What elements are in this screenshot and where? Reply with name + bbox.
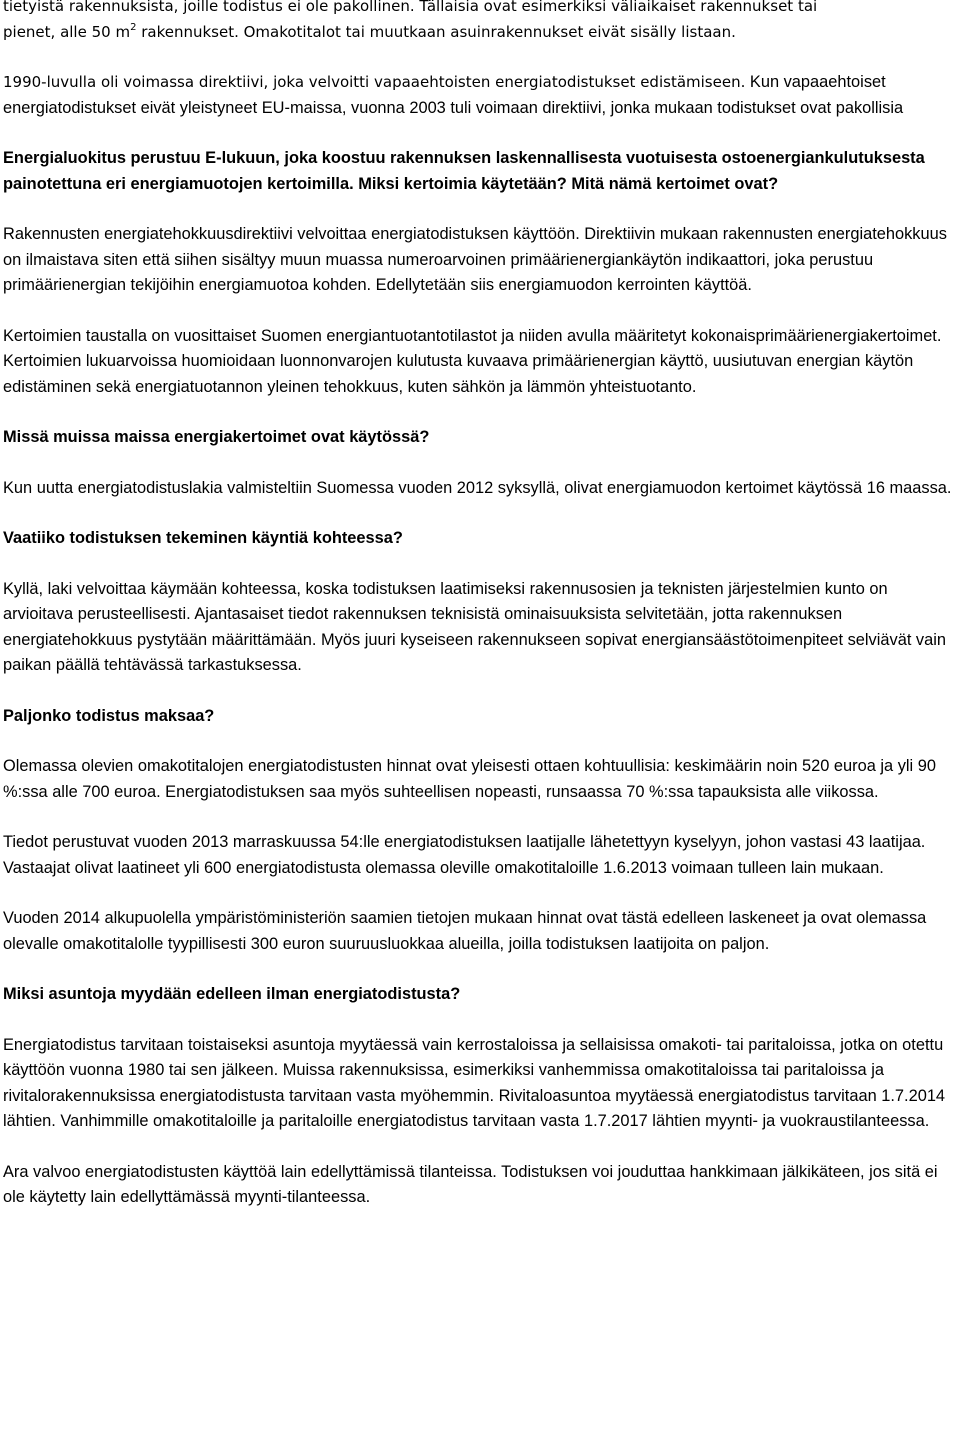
paragraph-directive-requirement: Rakennusten energiatehokkuusdirektiivi velvoittaa energiatodistuksen käyttöön. Direktiivin mukaan rakennusten energiatehokkuus on ilmaistava siten että siihen sisältyy muun muassa numeroarvoinen primäärienergiankäytön indikaattori, joka perustuu primäärienergian tekijöihin energiamuotoa kohden. Edellytetään siis energiamuodon kerrointen käyttöä.	[3, 225, 947, 294]
paragraph-text: 1990-luvulla oli voimassa direktiivi, joka velvoitti vapaaehtoisten energiatodistukset edistämiseen.	[3, 73, 746, 91]
paragraph-coefficient-background: Kertoimien taustalla on vuosittaiset Suomen energiantuotantotilastot ja niiden avulla määritetyt kokonaisprimäärienergiakertoimet. Kertoimien lukuarvoissa huomioidaan luonnonvarojen kulutusta kuvaava primäärienergian käyttö, uusiutuvan energian käytön edistäminen sekä energiatuotannon yleinen tehokkuus, kuten sähkön ja lämmön yhteistuotanto.	[3, 326, 942, 396]
heading-other-countries: Missä muissa maissa energiakertoimet ovat käytössä?	[3, 428, 430, 446]
heading-selling-without-certificate: Miksi asuntoja myydään edelleen ilman energiatodistusta?	[3, 985, 461, 1003]
paragraph-countries-answer: Kun uutta energiatodistuslakia valmisteltiin Suomessa vuoden 2012 syksyllä, olivat energiamuodon kertoimet käytössä 16 maassa.	[3, 478, 952, 497]
heading-cost: Paljonko todistus maksaa?	[3, 706, 215, 725]
heading-energy-class: Energialuokitus perustuu E-lukuun, joka koostuu rakennuksen laskennallisesta vuotuisesta ostoenergiankulutuksesta painotettuna eri energiamuotojen kertoimilla. Miksi kertoimia käytetään? Mitä nämä kertoimet ovat?	[3, 149, 925, 193]
superscript: 2	[130, 21, 137, 33]
paragraph-text: rakennukset. Omakotitalot tai muutkaan asuinrakennukset eivät sisälly listaan.	[136, 22, 736, 41]
paragraph-price-update: Vuoden 2014 alkupuolella ympäristöministeriön saamien tietojen mukaan hinnat ovat tästä edelleen laskeneet ja ovat olemassa olevalle omakotitalolle tyypillisesti 300 euron suuruusluokkaa alueilla, joilla todistuksen laatijoita on paljon.	[3, 909, 927, 953]
paragraph-site-visit-answer: Kyllä, laki velvoittaa käymään kohteessa, koska todistuksen laatimiseksi rakennusosien ja teknisten järjestelmien kunto on arvioitava perusteellisesti. Ajantasaiset tiedot rakennuksen teknisistä ominaisuuksista selvitetään, jotta rakennuksen energiatehokkuus pystytään määrittämään. Myös juuri kyseiseen rakennukseen sopivat energiansäästötoimenpiteet selviävät vain paikan päällä tehtävässä tarkastuksessa.	[3, 579, 946, 674]
document-page	[3, 0, 958, 1236]
paragraph-survey-source: Tiedot perustuvat vuoden 2013 marraskuussa 54:lle energiatodistuksen laatijalle lähetettyyn kyselyyn, johon vastasi 43 laatijaa. Vastaajat olivat laatineet yli 600 energiatodistusta olemassa oleville omakotitaloille 1.6.2013 voimaan tulleen lain mukaan.	[3, 833, 926, 877]
paragraph-ara-supervision: Ara valvoo energiatodistusten käyttöä lain edellyttämissä tilanteissa. Todistuksen voi jouduttaa hankkimaan jälkikäteen, jos sitä ei ole käytetty lain edellyttämässä myynti-tilanteessa.	[3, 1162, 938, 1206]
heading-site-visit: Vaatiiko todistuksen tekeminen käyntiä kohteessa?	[3, 529, 403, 547]
paragraph-text: Kun vapaaehtoiset energiatodistukset eivät yleistyneet EU-maissa, vuonna 2003 tuli voimaan direktiivi, jonka mukaan todistukset ovat pakollisia	[3, 73, 904, 117]
paragraph-text: tietyistä rakennuksista, joille todistus ei ole pakollinen. Tällaisia ovat esimerkiksi väliaikaiset rakennukset tai	[3, 0, 818, 15]
paragraph-selling-answer: Energiatodistus tarvitaan toistaiseksi asuntoja myytäessä vain kerrostaloissa ja sellaisissa omakoti- tai paritaloissa, jotka on otettu käyttöön vuonna 1980 tai sen jälkeen. Muissa rakennuksissa, esimerkiksi vanhemmissa omakotitaloissa tai paritaloissa ja rivitalorakennuksissa energiatodistusta tarvitaan vasta myöhemmin. Rivitaloasuntoa myytäessä energiatodistus tarvitaan 1.7.2014 lähtien. Vanhimmille omakotitaloille ja paritaloille energiatodistus tarvitaan vasta 1.7.2017 lähtien myynti- ja vuokraustilanteessa.	[3, 1035, 946, 1130]
paragraph-text: pienet, alle 50 m	[3, 22, 131, 41]
paragraph-exemptions	[3, 0, 958, 45]
paragraph-cost-answer: Olemassa olevien omakotitalojen energiatodistusten hinnat ovat yleisesti ottaen kohtuullisia: keskimäärin noin 520 euroa ja yli 90 %:ssa alle 700 euroa. Energiatodistuksen saa myös suhteellisen nopeasti, runsaassa 70 %:ssa tapauksista alle viikossa.	[3, 757, 936, 801]
paragraph-directive-history	[3, 70, 958, 121]
